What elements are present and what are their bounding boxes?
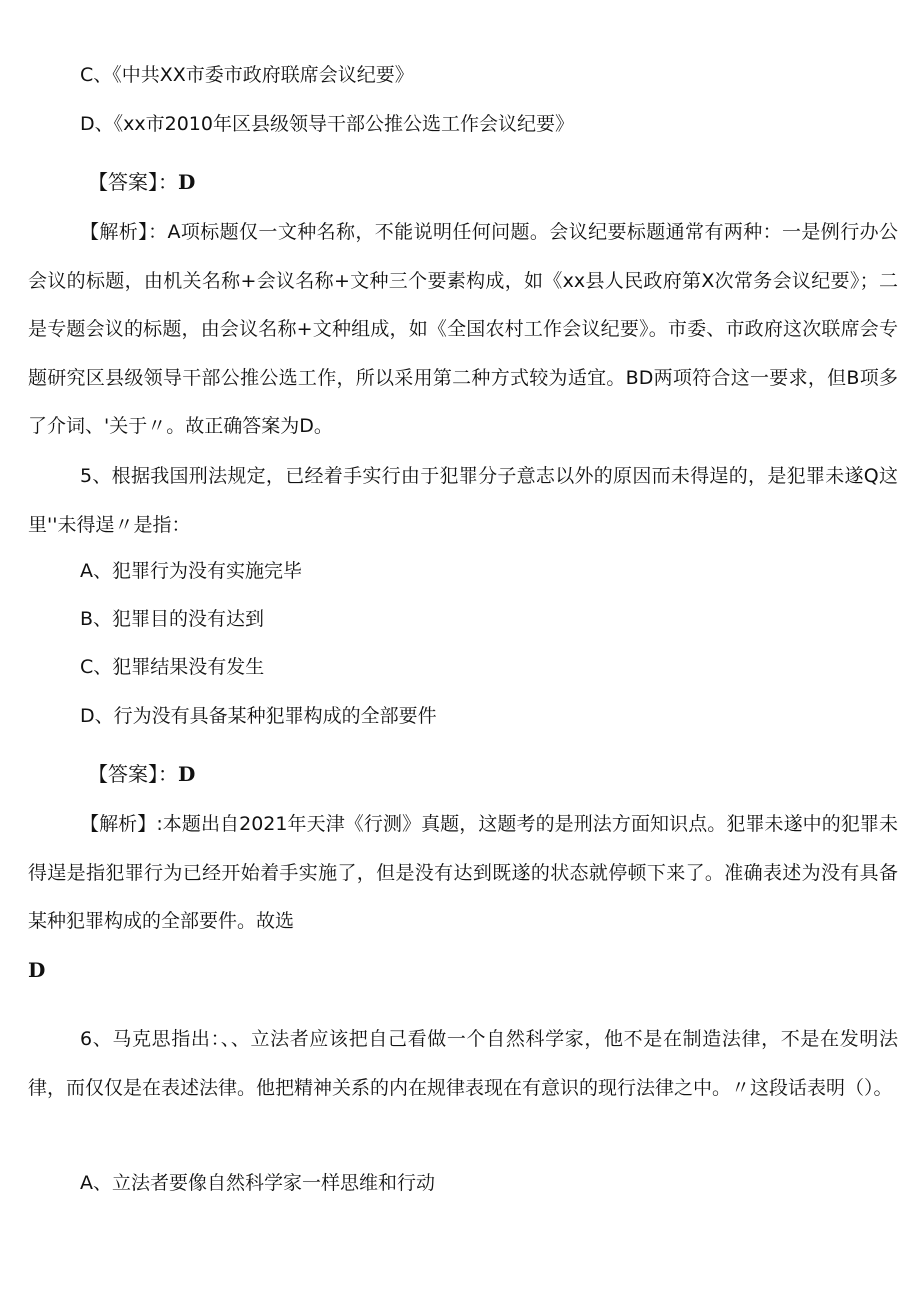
q6-stem: 6、马克思指出：、、立法者应该把自己看做一个自然科学家，他不是在制造法律，不是在发明法律，而仅仅是在表述法律。他把精神关系的内在规律表现在有意识的现行法律之中。〃这段话表明（）。: [28, 1028, 898, 1099]
q4-answer: [88, 168, 195, 196]
q4-option-d: D、《xx市2010年区县级领导干部公推公选工作会议纪要》: [80, 113, 574, 135]
answer-prefix: 【答案】：: [88, 762, 178, 786]
answer-value: D: [178, 762, 196, 786]
q5-answer: [88, 760, 195, 788]
q5-explanation-tail: D: [28, 958, 46, 982]
q6-option-a: A、立法者要像自然科学家一样思维和行动: [80, 1172, 435, 1194]
q5-option-b: B、犯罪目的没有达到: [80, 608, 265, 630]
answer-prefix: 【答案】：: [88, 170, 178, 194]
q4-option-c: C、《中共XX市委市政府联席会议纪要》: [80, 64, 414, 86]
q5-option-a: A、犯罪行为没有实施完毕: [80, 560, 302, 582]
q5-explanation: 【解析】:本题出自2021年天津《行测》真题，这题考的是刑法方面知识点。犯罪未遂中的犯罪未得逞是指犯罪行为已经开始着手实施了，但是没有达到既遂的状态就停顿下来了。准确表述为没有具备某种犯罪构成的全部要件。故选: [28, 813, 898, 933]
q5-option-d: D、行为没有具备某种犯罪构成的全部要件: [80, 705, 437, 727]
q5-option-c: C、犯罪结果没有发生: [80, 656, 265, 678]
q4-explanation: 【解析】：A项标题仅一文种名称，不能说明任何问题。会议纪要标题通常有两种：一是例行办公会议的标题，由机关名称+会议名称+文种三个要素构成，如《xx县人民政府第X次常务会议纪要》；二是专题会议的标题，由会议名称+文种组成，如《全国农村工作会议纪要》。市委、市政府这次联席会专题研究区县级领导干部公推公选工作，所以采用第二种方式较为适宜。BD两项符合这一要求，但B项多了介词、'关于〃。故正确答案为D。: [28, 221, 898, 438]
q5-stem: 5、根据我国刑法规定，已经着手实行由于犯罪分子意志以外的原因而未得逞的，是犯罪未遂Q这里''未得逞〃是指：: [28, 465, 898, 536]
answer-value: D: [178, 170, 196, 194]
